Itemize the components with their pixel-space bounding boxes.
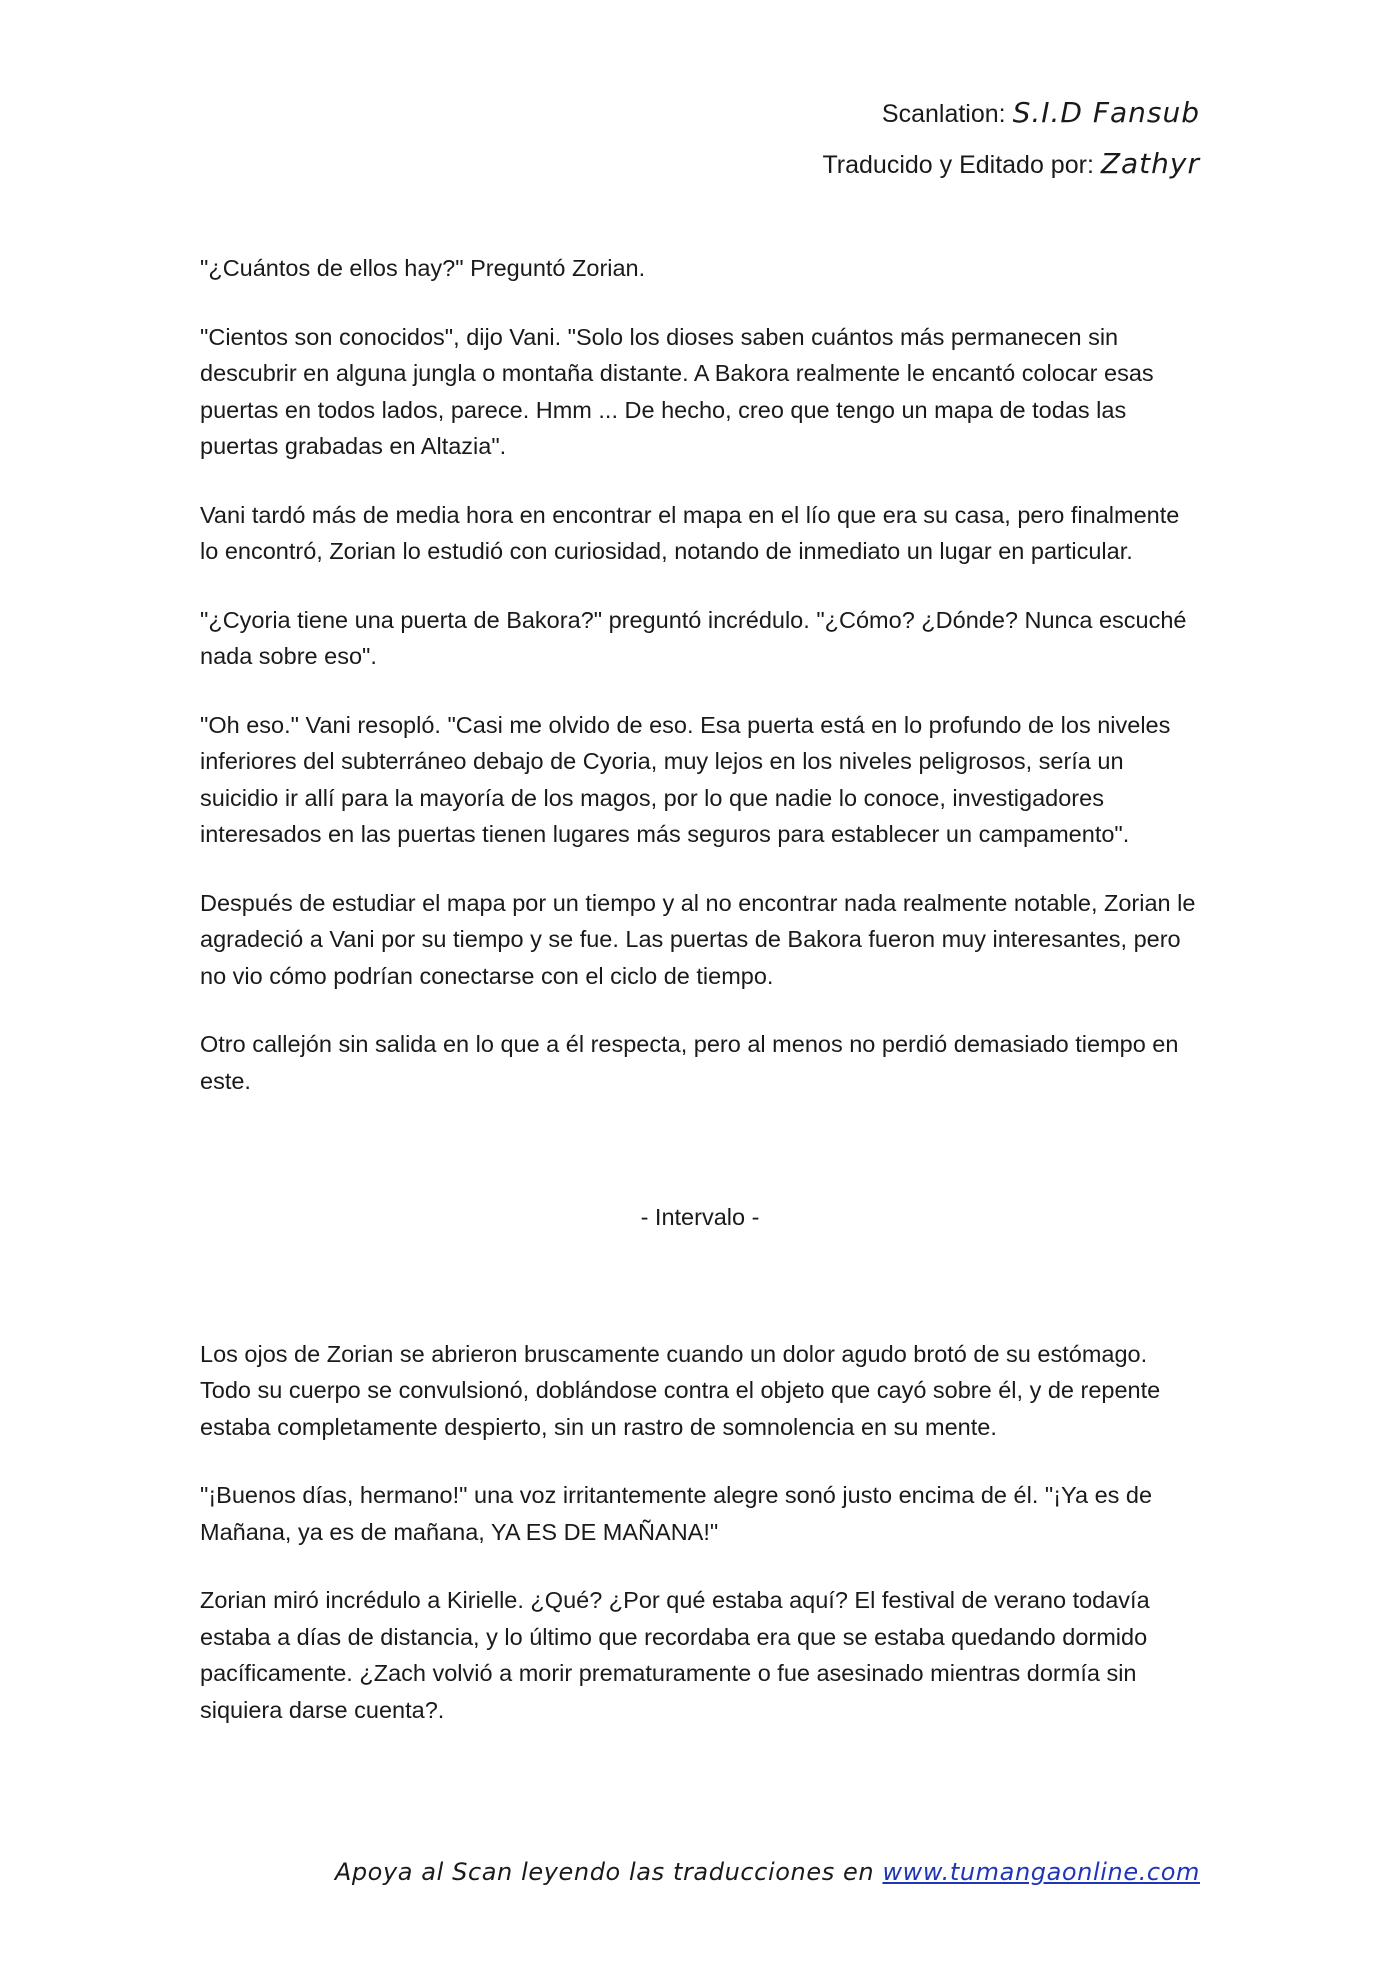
paragraph: Zorian miró incrédulo a Kirielle. ¿Qué? ¿Por qué estaba aquí? El festival de verano todavía estaba a días de distancia, y lo último que recordaba era que se estaba quedando dormido pacíficamente. ¿Zach volvió a morir prematuramente o fue asesinado mientras dormía sin siquiera darse cuenta?. xyxy=(200,1587,1150,1723)
paragraph: "¡Buenos días, hermano!" una voz irritantemente alegre sonó justo encima de él. "¡Ya es de Mañana, ya es de mañana, YA ES DE MAÑANA!" xyxy=(200,1482,1153,1545)
paragraph: Vani tardó más de media hora en encontrar el mapa en el lío que era su casa, pero finalmente lo encontró, Zorian lo estudió con curiosidad, notando de inmediato un lugar en particular. xyxy=(200,501,1180,564)
interval-divider: - Intervalo - xyxy=(640,1204,760,1230)
credits-header xyxy=(822,88,1200,190)
footer-link[interactable]: www.tumangaonline.com xyxy=(882,1858,1200,1886)
translator-line xyxy=(822,139,1200,190)
paragraph: Después de estudiar el mapa por un tiempo y al no encontrar nada realmente notable, Zorian le agradeció a Vani por su tiempo y se fue. Las puertas de Bakora fueron muy interesantes, pero no vio cómo podrían conectarse con el ciclo de tiempo. xyxy=(200,889,1196,989)
footer-text: Apoya al Scan leyendo las traducciones en xyxy=(334,1858,875,1886)
document-body xyxy=(200,250,1200,1760)
translator-name: Zathyr xyxy=(1100,147,1200,180)
paragraph: "Cientos son conocidos", dijo Vani. "Solo los dioses saben cuántos más permanecen sin descubrir en alguna jungla o montaña distante. A Bakora realmente le encantó colocar esas puertas en todos lados, parece. Hmm ... De hecho, creo que tengo un mapa de todas las puertas grabadas en Altazia". xyxy=(200,323,1154,459)
paragraph: Otro callejón sin salida en lo que a él respecta, pero al menos no perdió demasiado tiempo en este. xyxy=(200,1031,1179,1094)
translator-label: Traducido y Editado por: xyxy=(822,151,1094,179)
paragraph: "¿Cuántos de ellos hay?" Preguntó Zorian. xyxy=(200,255,646,281)
paragraph: "Oh eso." Vani resopló. "Casi me olvido de eso. Esa puerta está en lo profundo de los niveles inferiores del subterráneo debajo de Cyoria, muy lejos en los niveles peligrosos, sería un suicidio ir allí para la mayoría de los magos, por lo que nadie lo conoce, investigadores interesados en las puertas tienen lugares más seguros para establecer un campamento". xyxy=(200,711,1171,847)
paragraph: "¿Cyoria tiene una puerta de Bakora?" preguntó incrédulo. "¿Cómo? ¿Dónde? Nunca escuché nada sobre eso". xyxy=(200,606,1187,669)
paragraph: Los ojos de Zorian se abrieron bruscamente cuando un dolor agudo brotó de su estómago. Todo su cuerpo se convulsionó, doblándose contra el objeto que cayó sobre él, y de repente estaba completamente despierto, sin un rastro de somnolencia en su mente. xyxy=(200,1340,1161,1440)
scanlation-label: Scanlation: xyxy=(881,100,1006,128)
footer-note xyxy=(335,1858,1200,1886)
scanlation-line xyxy=(822,88,1200,139)
scanlation-name: S.I.D Fansub xyxy=(1012,96,1200,129)
